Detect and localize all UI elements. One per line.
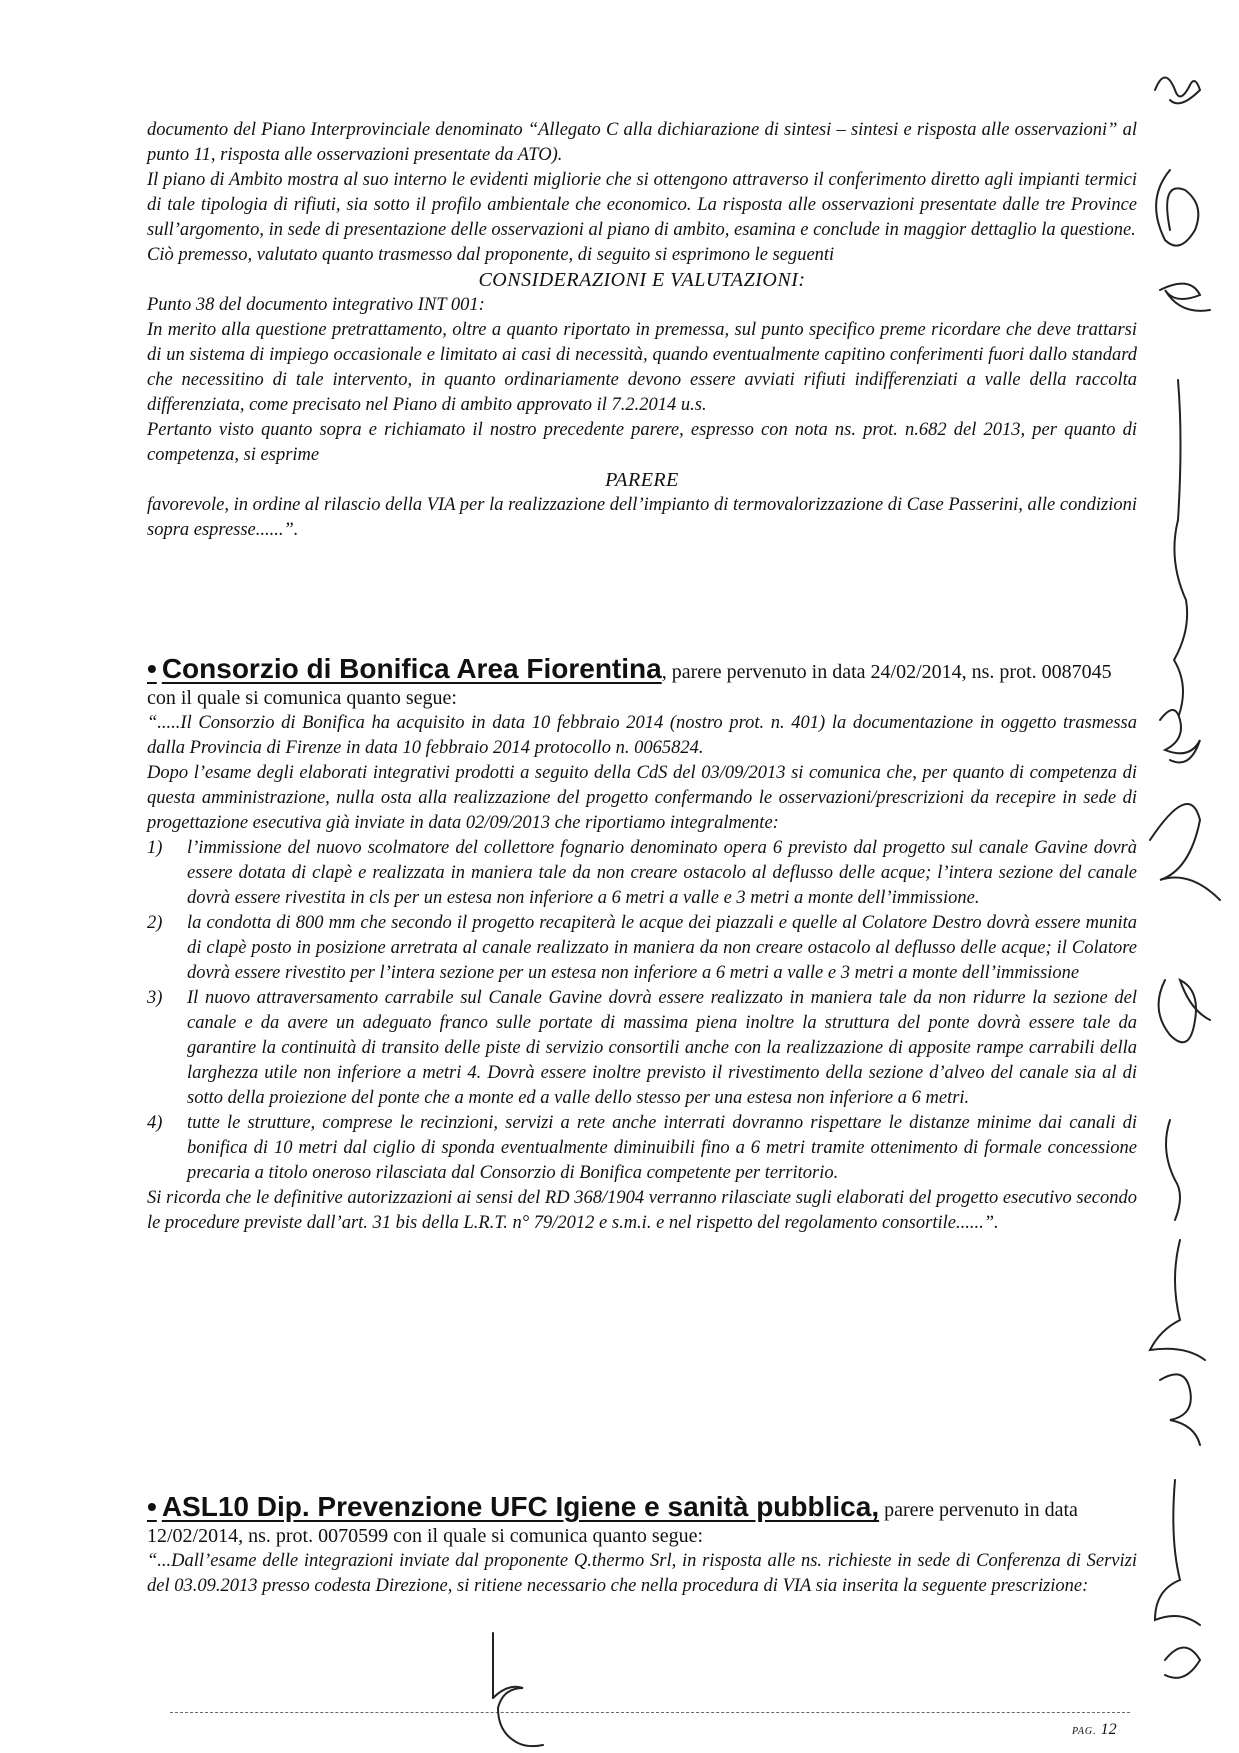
consorzio-header <box>147 652 1137 711</box>
consorzio-bullet: • <box>147 653 157 684</box>
margin-signature-5 <box>1160 710 1200 763</box>
list-item-number: 3) <box>147 988 163 1008</box>
considerazioni-heading: CONSIDERAZIONI E VALUTAZIONI: <box>478 269 806 291</box>
punto-38-paragraph-1: In merito alla questione pretrattamento, oltre a quanto riportato in premessa, sul punto specifico preme ricordare che deve trattarsi di un sistema di impiego occasionale e limitato ai casi di necessità, quando eventualmente capitino conferimenti fuori dallo standard che necessitino di tale intervento, in quanto ordinariamente devono essere avviati rifiuti indifferenziati a valle della raccolta differenziata, come precisato nel Piano di ambito approvato il 7.2.2014 u.s. <box>147 320 1137 415</box>
intro-paragraph-3: Ciò premesso, valutato quanto trasmesso dal proponente, di seguito si esprimono le seguenti <box>147 245 835 265</box>
consorzio-body <box>147 711 1137 1236</box>
list-item-number: 1) <box>147 838 163 858</box>
margin-initial-1 <box>1155 78 1200 104</box>
consorzio-paragraph-1: “.....Il Consorzio di Bonifica ha acquisito in data 10 febbraio 2014 (nostro prot. n. 401) la documentazione in oggetto trasmessa dalla Provincia di Firenze in data 10 febbraio 2014 protocollo n. 0065824. <box>147 713 1137 758</box>
list-item-text: la condotta di 800 mm che secondo il progetto recapiterà le acque dei piazzali e quelle al Colatore Destro dovrà essere munita di clapè posto in posizione arretrata al canale realizzato in maniera da non creare ostacolo al deflusso delle acque; il Colatore dovrà essere rivestito per l’intera sezione per un estesa non inferiore a 6 metri a valle e 3 metri a monte dell’immissione <box>187 913 1137 983</box>
margin-signature-8 <box>1166 1120 1180 1220</box>
margin-signatures-illustration <box>1140 60 1230 1750</box>
intro-block <box>147 118 1137 543</box>
page-prefix: PAG. <box>1072 1726 1097 1737</box>
list-item-text: l’immissione del nuovo scolmatore del collettore fognario denominato opera 6 previsto dal progetto sul canale Gavine dovrà essere dotata di clapè e realizzata in maniera tale da non creare ostacolo al deflusso delle acque; l’intera sezione del canale dovrà essere rivestita in cls per un estesa non inferiore a 6 metri a valle e 3 metri a monte dell’immissione. <box>187 838 1137 908</box>
margin-initial-3 <box>1160 284 1210 311</box>
consorzio-title: Consorzio di Bonifica Area Fiorentina <box>161 653 662 684</box>
asl-paragraph: “...Dall’esame delle integrazioni inviate dal proponente Q.thermo Srl, in risposta alle ns. richieste in sede di Conferenza di Servizi del 03.09.2013 presso codesta Direzione, si ritiene necessario che nella procedura di VIA sia inserita la seguente prescrizione: <box>147 1551 1137 1596</box>
consorzio-closing: Si ricorda che le definitive autorizzazioni ai sensi del RD 368/1904 verranno rilasciate sugli elaborati del progetto esecutivo secondo le procedure previste dall’art. 31 bis della L.R.T. n° 79/2012 e s.m.i. e nel rispetto del regolamento consortile......”. <box>147 1188 1137 1233</box>
list-item <box>147 986 1137 1111</box>
margin-signature-9 <box>1150 1240 1205 1360</box>
list-item <box>147 836 1137 911</box>
punto-38-paragraph-2: Pertanto visto quanto sopra e richiamato il nostro precedente parere, espresso con nota ns. prot. n.682 del 2013, per quanto di competenza, si esprime <box>147 420 1137 465</box>
asl-section <box>147 1490 1137 1599</box>
intro-paragraph-1: documento del Piano Interprovinciale denominato “Allegato C alla dichiarazione di sintesi – sintesi e risposta alle osservazioni” al punto 11, risposta alle osservazioni presentate da ATO). <box>147 120 1137 165</box>
page-number <box>1072 1721 1117 1739</box>
margin-signature-12 <box>1165 1648 1200 1678</box>
list-item-text: Il nuovo attraversamento carrabile sul Canale Gavine dovrà essere realizzato in maniera tale da non ridurre la sezione del canale e da avere un adeguato franco sulle portate di massima piena inoltre la struttura del ponte dovrà essere tale da garantire la continuità di transito delle piste di servizio consortili anche con la realizzazione di apposite rampe carrabili della larghezza utile non inferiore a metri 4. Dovrà essere inoltre previsto il rivestimento della sezione d’alveo del canale sia al di sotto della proiezione del ponte che a monte ed a valle dello stesso per una estesa non inferiore a 6 metri. <box>187 988 1137 1108</box>
margin-signature-4 <box>1174 380 1187 715</box>
parere-heading: PARERE <box>605 469 679 491</box>
list-item-number: 2) <box>147 913 163 933</box>
footer-rule <box>170 1712 1130 1713</box>
punto-38-title: Punto 38 del documento integrativo INT 001: <box>147 295 485 315</box>
margin-signature-7 <box>1159 980 1210 1042</box>
asl-bullet: • <box>147 1491 157 1522</box>
parere-text: favorevole, in ordine al rilascio della VIA per la realizzazione dell’impianto di termovalorizzazione di Case Passerini, alle condizioni sopra espresse......”. <box>147 495 1137 540</box>
asl-title: ASL10 Dip. Prevenzione UFC Igiene e sanità pubblica, <box>161 1491 880 1522</box>
bottom-signature-illustration <box>488 1633 558 1753</box>
margin-signature-10 <box>1160 1374 1200 1445</box>
list-item <box>147 1111 1137 1186</box>
consorzio-prescriptions-list <box>147 836 1137 1186</box>
page-number-value: 12 <box>1100 1721 1117 1738</box>
list-item-number: 4) <box>147 1113 163 1133</box>
asl-intro: parere pervenuto in data 12/02/2014, ns. prot. 0070599 con il quale si comunica quanto segue: <box>147 1499 1078 1547</box>
consorzio-section <box>147 652 1137 1236</box>
consorzio-intro: , parere pervenuto in data 24/02/2014, ns. prot. 0087045 con il quale si comunica quanto segue: <box>147 661 1112 709</box>
margin-signature-11 <box>1155 1480 1200 1625</box>
asl-header <box>147 1490 1137 1549</box>
margin-signature-6 <box>1150 804 1220 900</box>
margin-initial-2 <box>1156 170 1198 246</box>
consorzio-paragraph-2: Dopo l’esame degli elaborati integrativi prodotti a seguito della CdS del 03/09/2013 si comunica che, per quanto di competenza di questa amministrazione, nulla osta alla realizzazione del progetto confermando le osservazioni/prescrizioni da recepire in sede di progettazione esecutiva già inviate in data 02/09/2013 che riportiamo integralmente: <box>147 763 1137 833</box>
list-item-text: tutte le strutture, comprese le recinzioni, servizi a rete anche interrati dovranno rispettare le distanze minime dai canali di bonifica di 10 metri dal ciglio di sponda eventualmente diminuibili fino a 6 metri tramite ottenimento di formale concessione precaria a titolo oneroso rilasciata dal Consorzio di Bonifica competente per territorio. <box>187 1113 1137 1183</box>
intro-paragraph-2: Il piano di Ambito mostra al suo interno le evidenti migliorie che si ottengono attraverso il conferimento diretto agli impianti termici di tale tipologia di rifiuti, sia sotto il profilo ambientale che economico. La risposta alle osservazioni presentate dalle tre Province sull’argomento, in sede di presentazione delle osservazioni al piano di ambito, esamina e conclude in maggior dettaglio la questione. <box>147 170 1137 240</box>
list-item <box>147 911 1137 986</box>
